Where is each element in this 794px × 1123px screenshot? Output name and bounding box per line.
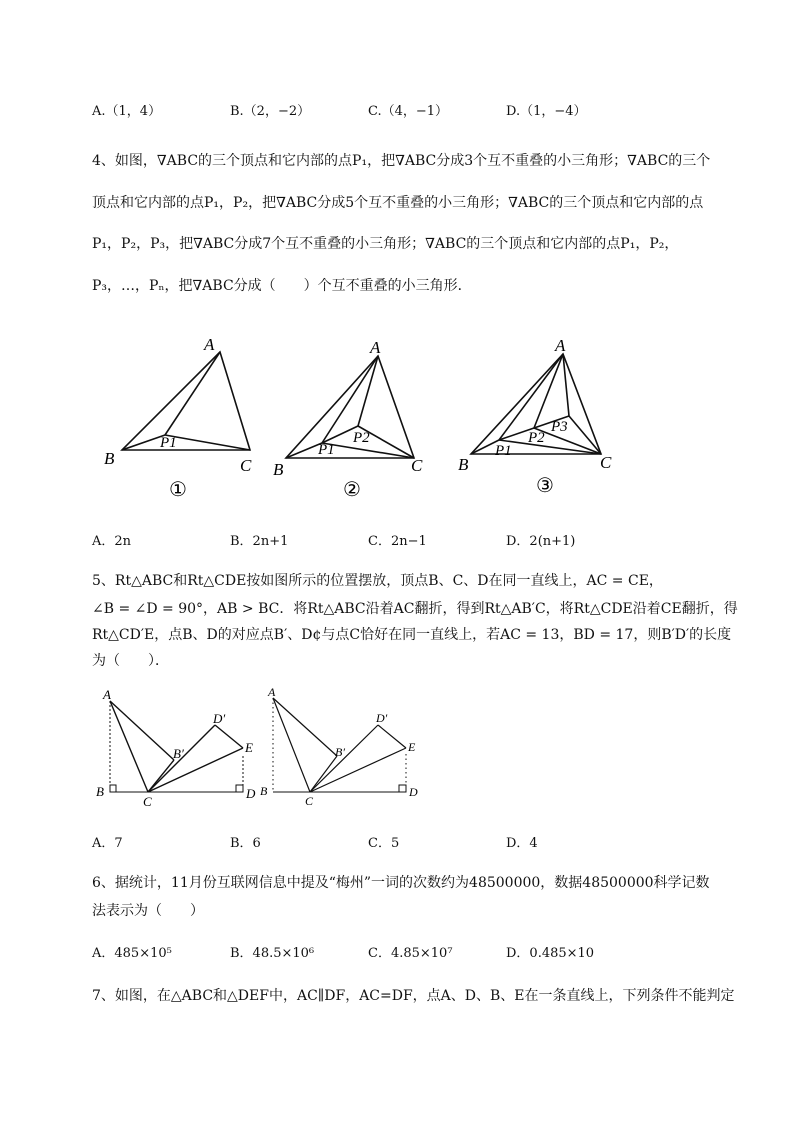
q4-text-line-2: 顶点和它内部的点P₁，P₂，把∇ABC分成5个互不重叠的小三角形；∇ABC的三个顶点和它内部的点 bbox=[92, 195, 704, 211]
fig3-label-p2: P2 bbox=[528, 430, 545, 446]
fig3-label-a: A bbox=[555, 336, 566, 355]
fig2-label-p1: P1 bbox=[318, 442, 335, 458]
fig2-label-p2: P2 bbox=[353, 430, 370, 446]
q4-option-a: A．2n bbox=[92, 534, 132, 549]
q3-option-d: D.（1，−4） bbox=[506, 104, 587, 119]
q4-figure-1 bbox=[100, 330, 260, 500]
q4-option-c: C．2n−1 bbox=[368, 534, 427, 549]
q6-option-c: C．4.85×10⁷ bbox=[368, 946, 453, 961]
q4-option-d: D．2(n+1) bbox=[506, 534, 576, 549]
fig3-label-p1: P1 bbox=[495, 443, 512, 459]
q7-text-line-1: 7、如图，在△ABC和△DEF中，AC∥DF，AC=DF，点A、D、B、E在一条直线上，下列条件不能判定 bbox=[92, 988, 735, 1004]
fig3-label-c: C bbox=[600, 453, 612, 472]
fig3-label-p3: P3 bbox=[551, 419, 568, 435]
fig2-number: ② bbox=[343, 479, 361, 501]
q5-fig1-label-d-prime: D′ bbox=[213, 711, 226, 726]
q5-fig1-label-a: A bbox=[103, 687, 111, 702]
q5-text-line-4: 为（ ）． bbox=[92, 653, 169, 669]
q5-fig2-label-d: D bbox=[409, 785, 418, 799]
q5-option-b: B．6 bbox=[230, 836, 261, 851]
q6-text-line-1: 6、据统计，11月份互联网信息中提及“梅州”一词的次数约为48500000，数据48500000科学记数 bbox=[92, 875, 710, 891]
fig1-label-p1: P1 bbox=[160, 435, 177, 451]
q5-option-a: A．7 bbox=[92, 836, 123, 851]
q5-fig2-label-a: A bbox=[268, 685, 276, 699]
q4-text-line-4: P₃，…，Pₙ，把∇ABC分成（ ）个互不重叠的小三角形． bbox=[92, 278, 472, 294]
q4-figure-3 bbox=[455, 330, 625, 500]
q5-option-d: D．4 bbox=[506, 836, 538, 851]
q4-figure-2 bbox=[270, 330, 440, 500]
q5-fig1-label-e: E bbox=[245, 740, 253, 755]
q5-fig1-label-c: C bbox=[143, 794, 152, 809]
q3-option-a: A.（1，4） bbox=[92, 104, 162, 119]
fig2-label-b: B bbox=[273, 460, 284, 479]
q5-fig2-label-e: E bbox=[408, 740, 416, 754]
q5-fig1-label-b-prime: B′ bbox=[173, 746, 184, 761]
q5-fig2-label-d-prime: D′ bbox=[376, 711, 388, 725]
q5-text-line-2: ∠B = ∠D = 90°，AB > BC．将Rt△ABC沿着AC翻折，得到Rt△AB′C，将Rt△CDE沿着CE翻折，得 bbox=[92, 601, 738, 617]
q5-option-c: C．5 bbox=[368, 836, 400, 851]
q6-text-line-2: 法表示为（ ） bbox=[92, 903, 204, 919]
q5-figure-2 bbox=[258, 685, 423, 813]
q5-fig1-label-d: D bbox=[246, 786, 256, 801]
q4-text-line-3: P₁，P₂，P₃，把∇ABC分成7个互不重叠的小三角形；∇ABC的三个顶点和它内部的点P₁，P₂， bbox=[92, 236, 679, 252]
q6-option-d: D．0.485×10 bbox=[506, 946, 595, 961]
q6-option-b: B．48.5×10⁶ bbox=[230, 946, 315, 961]
fig2-label-c: C bbox=[411, 456, 423, 475]
q4-option-b: B．2n+1 bbox=[230, 534, 289, 549]
q4-text-line-1: 4、如图，∇ABC的三个顶点和它内部的点P₁，把∇ABC分成3个互不重叠的小三角形；∇ABC的三个 bbox=[92, 153, 711, 169]
q5-text-line-1: 5、Rt△ABC和Rt△CDE按如图所示的位置摆放，顶点B、C、D在同一直线上，AC = CE， bbox=[92, 573, 663, 589]
q5-fig2-label-b: B bbox=[260, 784, 268, 798]
q5-figure-1 bbox=[95, 688, 260, 813]
fig2-label-a: A bbox=[370, 338, 381, 357]
q5-text-line-3: Rt△CD′E，点B、D的对应点B′、D¢与点C恰好在同一直线上，若AC = 13，BD = 17，则B′D′的长度 bbox=[92, 627, 732, 643]
fig3-label-b: B bbox=[458, 455, 469, 474]
fig1-label-a: A bbox=[204, 335, 215, 354]
fig1-label-c: C bbox=[240, 456, 252, 475]
q6-option-a: A．485×10⁵ bbox=[92, 946, 172, 961]
q5-fig2-label-c: C bbox=[305, 794, 314, 808]
q5-fig2-label-b-prime: B′ bbox=[335, 745, 345, 759]
fig1-label-b: B bbox=[104, 449, 115, 468]
q3-option-c: C.（4，−1） bbox=[368, 104, 449, 119]
q5-fig1-label-b: B bbox=[96, 784, 104, 799]
q3-option-b: B.（2，−2） bbox=[230, 104, 311, 119]
fig3-number: ③ bbox=[536, 475, 554, 497]
fig1-number: ① bbox=[169, 479, 187, 501]
